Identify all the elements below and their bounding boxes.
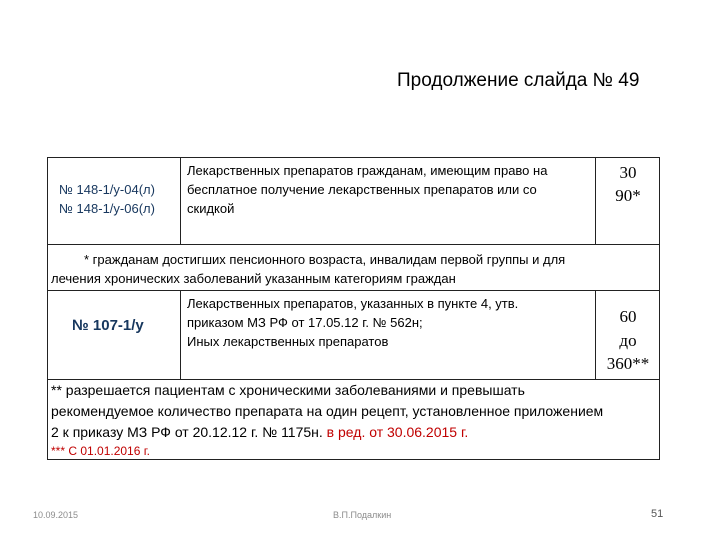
row1-description-line: Лекарственных препаратов гражданам, имеющим право на [187, 163, 548, 178]
row2-term-value: до [619, 331, 637, 350]
table-divider-h2 [48, 290, 659, 291]
row2-description-line: Иных лекарственных препаратов [187, 334, 389, 349]
row2-description-line: Лекарственных препаратов, указанных в пункте 4, утв. [187, 296, 519, 311]
prescription-table [47, 157, 660, 460]
form-code-107: № 107-1/у [72, 317, 144, 334]
row2-term-value: 60 [619, 307, 637, 326]
form-code-148-06: № 148-1/у-06(л) [59, 201, 155, 216]
row1-term-value: 30 [619, 163, 637, 182]
row1-description-line: скидкой [187, 201, 235, 216]
row1-description-line: бесплатное получение лекарственных препаратов или со [187, 182, 537, 197]
footer-date: 10.09.2015 [33, 510, 79, 520]
note2-line [51, 422, 468, 443]
note2-line: ** разрешается пациентам с хроническими заболеваниями и превышать [51, 382, 525, 398]
note2-effective-date: *** С 01.01.2016 г. [51, 444, 150, 458]
note2-revision-text: в ред. от 30.06.2015 г. [322, 424, 469, 440]
table-divider-h1 [48, 244, 659, 245]
table-divider-col1-row1 [180, 158, 181, 244]
table-divider-col1-row2 [180, 290, 181, 379]
row1-term-value: 90* [615, 186, 641, 205]
slide-title: Продолжение слайда № 49 [397, 70, 640, 91]
note1-line: лечения хронических заболеваний указанным категориям граждан [51, 271, 456, 286]
form-code-148-04: № 148-1/у-04(л) [59, 182, 155, 197]
note1-line: * гражданам достигших пенсионного возраста, инвалидам первой группы и для [84, 252, 566, 267]
note2-line: рекомендуемое количество препарата на один рецепт, установленное приложением [51, 403, 604, 419]
row2-description-line: приказом МЗ РФ от 17.05.12 г. № 562н; [187, 315, 423, 330]
footer-page-number: 51 [651, 508, 664, 520]
note2-order-text: 2 к приказу МЗ РФ от 20.12.12 г. № 1175н. [51, 424, 323, 440]
footer-author: В.П.Подалкин [333, 510, 392, 520]
row2-term-value: 360** [606, 354, 650, 373]
